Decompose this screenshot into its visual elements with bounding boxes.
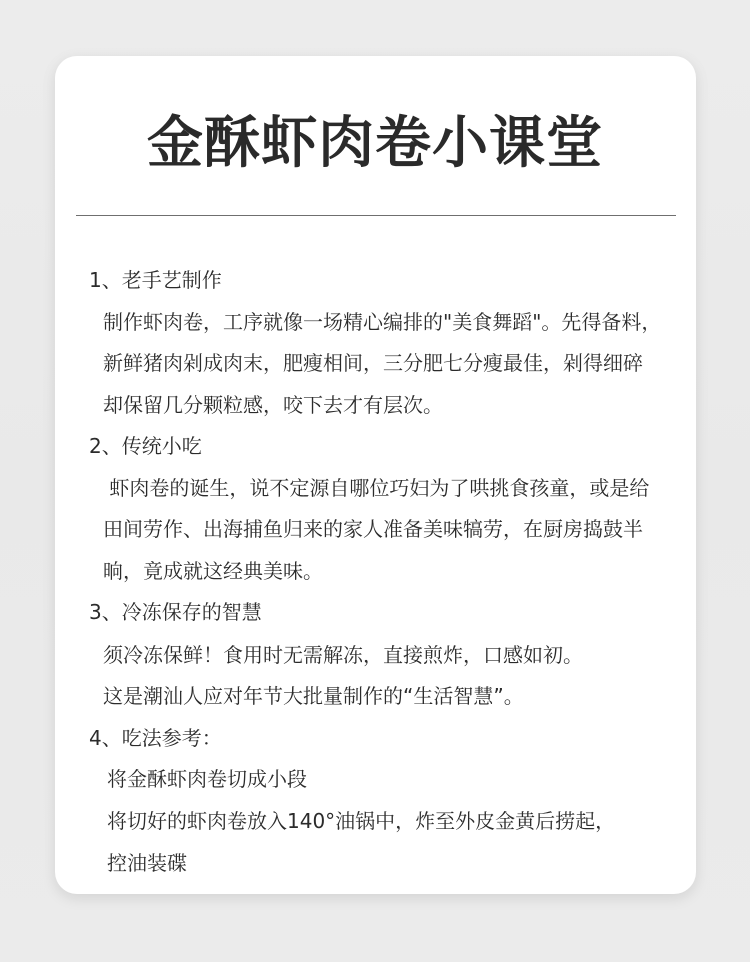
paragraph-line: 却保留几分颗粒感，咬下去才有层次。: [103, 393, 443, 417]
paragraph-line: 虾肉卷的诞生，说不定源自哪位巧妇为了哄挑食孩童，或是给: [103, 476, 650, 500]
paragraph-line: 田间劳作、出海捕鱼归来的家人准备美味犒劳，在厨房捣鼓半: [103, 517, 643, 541]
paragraph-line: 晌，竟成就这经典美味。: [103, 559, 323, 583]
section-heading: 2、传统小吃: [89, 434, 202, 458]
section-heading: 4、吃法参考：: [89, 726, 222, 750]
paragraph-line: 新鲜猪肉剁成肉末，肥瘦相间，三分肥七分瘦最佳，剁得细碎: [103, 351, 643, 375]
paragraph-line: 须冷冻保鲜！食用时无需解冻，直接煎炸，口感如初。: [103, 643, 583, 667]
paragraph-line: 将金酥虾肉卷切成小段: [107, 767, 307, 791]
section-heading: 1、老手艺制作: [89, 268, 222, 292]
paragraph-line: 控油装碟: [107, 851, 187, 875]
page-title: 金酥虾肉卷小课堂: [147, 111, 603, 176]
section-heading: 3、冷冻保存的智慧: [89, 600, 262, 624]
paragraph-line: 将切好的虾肉卷放入140°油锅中，炸至外皮金黄后捞起，: [107, 809, 616, 833]
title-divider: [76, 215, 676, 216]
paragraph-line: 这是潮汕人应对年节大批量制作的“生活智慧”。: [103, 684, 524, 708]
paragraph-line: 制作虾肉卷，工序就像一场精心编排的"美食舞蹈"。先得备料，: [103, 310, 662, 334]
